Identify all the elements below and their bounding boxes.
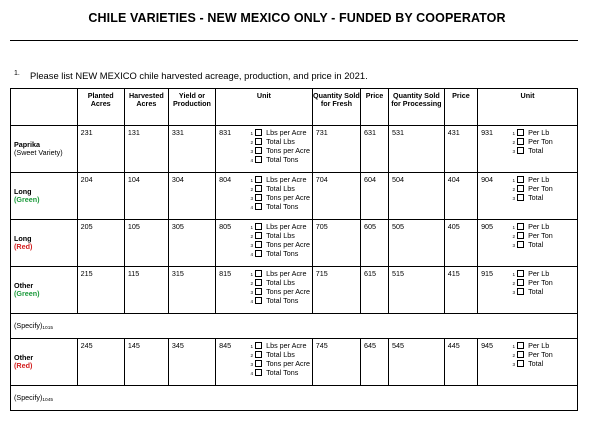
price-unit-option[interactable] — [507, 128, 574, 137]
header-price-processing: Price — [444, 89, 477, 126]
checkbox[interactable] — [517, 129, 524, 136]
price-unit-option[interactable] — [507, 184, 574, 193]
option-label: Total Lbs — [266, 350, 295, 359]
checkbox[interactable] — [255, 241, 262, 248]
option-number: 2 — [250, 280, 254, 286]
option-label: Lbs per Acre — [266, 269, 307, 278]
harvested-acres-cell[interactable]: 145 — [124, 339, 168, 386]
checkbox[interactable] — [255, 176, 262, 183]
checkbox[interactable] — [255, 279, 262, 286]
specify-label: (Specify) — [14, 393, 43, 402]
specify-field[interactable] — [11, 386, 578, 411]
yield-production-cell[interactable]: 304 — [168, 173, 215, 220]
option-label: Per Lb — [528, 128, 550, 137]
variety-name: Long — [14, 233, 32, 243]
option-label: Per Ton — [528, 350, 553, 359]
production-unit-option[interactable] — [245, 184, 309, 193]
option-label: Total Tons — [266, 249, 299, 258]
option-number: 1 — [250, 271, 254, 277]
option-number: 2 — [250, 139, 254, 145]
option-number: 1 — [250, 224, 254, 230]
row-label — [11, 220, 78, 267]
quantity-fresh-cell[interactable]: 715 — [312, 267, 360, 314]
checkbox[interactable] — [255, 288, 262, 295]
checkbox[interactable] — [517, 176, 524, 183]
option-label: Total Tons — [266, 296, 299, 305]
unit-item-code: 804 — [219, 175, 232, 184]
option-number: 3 — [512, 361, 516, 367]
header-price-fresh: Price — [361, 89, 389, 126]
option-number: 4 — [250, 298, 254, 304]
variety-sublabel: (Red) — [14, 361, 33, 370]
production-unit-cell — [216, 220, 313, 267]
title-divider — [10, 40, 578, 41]
table-row — [11, 339, 578, 386]
checkbox[interactable] — [517, 138, 524, 145]
quantity-processing-cell[interactable]: 505 — [388, 220, 444, 267]
price-fresh-cell[interactable]: 645 — [361, 339, 389, 386]
unit-item-code: 945 — [481, 341, 494, 350]
unit-item-code: 905 — [481, 222, 494, 231]
production-unit-cell — [216, 267, 313, 314]
option-label: Per Lb — [528, 341, 550, 350]
price-processing-cell[interactable]: 415 — [444, 267, 477, 314]
row-label — [11, 339, 78, 386]
option-label: Total Tons — [266, 368, 299, 377]
specify-item-code: 1015 — [42, 326, 54, 331]
option-label: Total Lbs — [266, 137, 295, 146]
production-unit-option[interactable] — [245, 240, 309, 249]
header-planted-acres: Planted Acres — [77, 89, 124, 126]
price-unit-option[interactable] — [507, 222, 574, 231]
table-row — [11, 220, 578, 267]
question-1 — [14, 70, 368, 81]
checkbox[interactable] — [255, 194, 262, 201]
option-number: 2 — [250, 233, 254, 239]
option-label: Total — [528, 146, 544, 155]
checkbox[interactable] — [517, 194, 524, 201]
option-number: 1 — [250, 343, 254, 349]
price-unit-cell — [478, 339, 578, 386]
price-unit-cell — [478, 267, 578, 314]
checkbox[interactable] — [517, 279, 524, 286]
option-label: Tons per Acre — [266, 146, 311, 155]
unit-item-code: 831 — [219, 128, 232, 137]
unit-item-code: 845 — [219, 341, 232, 350]
specify-row — [11, 386, 578, 411]
production-unit-cell — [216, 173, 313, 220]
production-unit-option[interactable] — [245, 222, 309, 231]
price-unit-option[interactable] — [507, 231, 574, 240]
price-unit-cell — [478, 220, 578, 267]
option-label: Total — [528, 359, 544, 368]
variety-sublabel: (Sweet Variety) — [14, 148, 63, 157]
price-unit-option[interactable] — [507, 146, 574, 155]
yield-production-cell[interactable]: 331 — [168, 126, 215, 173]
variety-sublabel: (Red) — [14, 242, 33, 251]
checkbox[interactable] — [517, 288, 524, 295]
option-label: Lbs per Acre — [266, 222, 307, 231]
option-number: 3 — [512, 289, 516, 295]
price-processing-cell[interactable]: 445 — [444, 339, 477, 386]
production-unit-option[interactable] — [245, 287, 309, 296]
checkbox[interactable] — [255, 223, 262, 230]
production-unit-option[interactable] — [245, 175, 309, 184]
question-number: 1. — [14, 70, 20, 77]
table-row — [11, 267, 578, 314]
option-label: Total — [528, 240, 544, 249]
checkbox[interactable] — [517, 351, 524, 358]
option-number: 1 — [512, 224, 516, 230]
price-unit-option[interactable] — [507, 269, 574, 278]
option-number: 3 — [250, 289, 254, 295]
quantity-fresh-cell[interactable]: 705 — [312, 220, 360, 267]
option-number: 2 — [512, 186, 516, 192]
option-number: 1 — [512, 130, 516, 136]
option-number: 2 — [512, 139, 516, 145]
price-unit-option[interactable] — [507, 137, 574, 146]
option-label: Total Tons — [266, 155, 299, 164]
option-number: 2 — [512, 280, 516, 286]
checkbox[interactable] — [255, 342, 262, 349]
production-unit-option[interactable] — [245, 249, 309, 258]
planted-acres-cell[interactable]: 205 — [77, 220, 124, 267]
option-label: Total Lbs — [266, 278, 295, 287]
yield-production-cell[interactable]: 345 — [168, 339, 215, 386]
checkbox[interactable] — [255, 369, 262, 376]
production-unit-option[interactable] — [245, 359, 309, 368]
header-unit-production: Unit — [216, 89, 313, 126]
production-unit-option[interactable] — [245, 350, 309, 359]
option-label: Total — [528, 287, 544, 296]
option-label: Lbs per Acre — [266, 175, 307, 184]
option-label: Per Lb — [528, 175, 550, 184]
option-label: Total Tons — [266, 202, 299, 211]
price-unit-option[interactable] — [507, 350, 574, 359]
option-number: 1 — [512, 177, 516, 183]
unit-item-code: 805 — [219, 222, 232, 231]
page-title: CHILE VARIETIES - NEW MEXICO ONLY - FUNDED BY COOPERATOR — [88, 11, 506, 25]
header-quantity-processing: Quantity Sold for Processing — [388, 89, 444, 126]
planted-acres-cell[interactable]: 215 — [77, 267, 124, 314]
price-processing-cell[interactable]: 405 — [444, 220, 477, 267]
question-text: Please list NEW MEXICO chile harvested acreage, production, and price in 2021. — [30, 70, 368, 81]
yield-production-cell[interactable]: 315 — [168, 267, 215, 314]
option-label: Per Lb — [528, 222, 550, 231]
checkbox[interactable] — [517, 232, 524, 239]
checkbox[interactable] — [517, 342, 524, 349]
production-unit-option[interactable] — [245, 341, 309, 350]
checkbox[interactable] — [255, 185, 262, 192]
option-label: Lbs per Acre — [266, 341, 307, 350]
quantity-processing-cell[interactable]: 515 — [388, 267, 444, 314]
variety-name: Other — [14, 352, 34, 362]
option-number: 2 — [512, 352, 516, 358]
option-label: Total Lbs — [266, 184, 295, 193]
option-number: 1 — [250, 130, 254, 136]
planted-acres-cell[interactable]: 245 — [77, 339, 124, 386]
price-unit-option[interactable] — [507, 175, 574, 184]
option-number: 1 — [512, 343, 516, 349]
production-unit-option[interactable] — [245, 231, 309, 240]
price-unit-option[interactable] — [507, 359, 574, 368]
row-label — [11, 126, 78, 173]
header-harvested-acres: Harvested Acres — [124, 89, 168, 126]
checkbox[interactable] — [517, 270, 524, 277]
specify-item-code: 1045 — [42, 398, 54, 403]
option-number: 3 — [512, 242, 516, 248]
specify-label: (Specify) — [14, 321, 43, 330]
variety-name: Other — [14, 280, 34, 290]
planted-acres-cell[interactable]: 231 — [77, 126, 124, 173]
production-unit-option[interactable] — [245, 368, 309, 377]
price-unit-option[interactable] — [507, 341, 574, 350]
production-unit-option[interactable] — [245, 155, 309, 164]
checkbox[interactable] — [255, 138, 262, 145]
option-label: Tons per Acre — [266, 193, 311, 202]
row-label — [11, 267, 78, 314]
checkbox[interactable] — [255, 147, 262, 154]
quantity-fresh-cell[interactable]: 745 — [312, 339, 360, 386]
unit-item-code: 815 — [219, 269, 232, 278]
checkbox[interactable] — [255, 129, 262, 136]
production-unit-option[interactable] — [245, 296, 309, 305]
harvested-acres-cell[interactable]: 104 — [124, 173, 168, 220]
variety-name: Paprika — [14, 139, 40, 149]
option-number: 3 — [512, 148, 516, 154]
price-fresh-cell[interactable]: 604 — [361, 173, 389, 220]
production-unit-cell — [216, 339, 313, 386]
price-unit-option[interactable] — [507, 193, 574, 202]
production-unit-option[interactable] — [245, 202, 309, 211]
checkbox[interactable] — [255, 360, 262, 367]
header-row — [11, 89, 578, 126]
harvested-acres-cell[interactable]: 105 — [124, 220, 168, 267]
option-number: 3 — [512, 195, 516, 201]
price-fresh-cell[interactable]: 631 — [361, 126, 389, 173]
quantity-fresh-cell[interactable]: 704 — [312, 173, 360, 220]
variety-sublabel: (Green) — [14, 195, 40, 204]
quantity-fresh-cell[interactable]: 731 — [312, 126, 360, 173]
variety-name: Long — [14, 186, 32, 196]
option-number: 3 — [250, 148, 254, 154]
table-row — [11, 126, 578, 173]
production-unit-option[interactable] — [245, 137, 309, 146]
price-unit-cell — [478, 173, 578, 220]
option-label: Per Ton — [528, 137, 553, 146]
unit-item-code: 931 — [481, 128, 494, 137]
option-label: Total Lbs — [266, 231, 295, 240]
quantity-processing-cell[interactable]: 504 — [388, 173, 444, 220]
checkbox[interactable] — [517, 241, 524, 248]
price-processing-cell[interactable]: 404 — [444, 173, 477, 220]
checkbox[interactable] — [517, 147, 524, 154]
quantity-processing-cell[interactable]: 545 — [388, 339, 444, 386]
checkbox[interactable] — [255, 232, 262, 239]
option-number: 3 — [250, 242, 254, 248]
chile-varieties-table — [10, 88, 578, 411]
production-unit-cell — [216, 126, 313, 173]
header-blank — [11, 89, 78, 126]
checkbox[interactable] — [255, 156, 262, 163]
price-unit-option[interactable] — [507, 278, 574, 287]
option-label: Tons per Acre — [266, 359, 311, 368]
harvested-acres-cell[interactable]: 115 — [124, 267, 168, 314]
quantity-processing-cell[interactable]: 531 — [388, 126, 444, 173]
option-number: 4 — [250, 157, 254, 163]
option-number: 3 — [250, 195, 254, 201]
option-label: Tons per Acre — [266, 287, 311, 296]
harvested-acres-cell[interactable]: 131 — [124, 126, 168, 173]
price-processing-cell[interactable]: 431 — [444, 126, 477, 173]
checkbox[interactable] — [255, 270, 262, 277]
option-number: 2 — [512, 233, 516, 239]
table-row — [11, 173, 578, 220]
option-label: Lbs per Acre — [266, 128, 307, 137]
production-unit-option[interactable] — [245, 269, 309, 278]
option-number: 4 — [250, 251, 254, 257]
price-fresh-cell[interactable]: 605 — [361, 220, 389, 267]
planted-acres-cell[interactable]: 204 — [77, 173, 124, 220]
option-number: 4 — [250, 370, 254, 376]
checkbox[interactable] — [255, 203, 262, 210]
option-label: Per Ton — [528, 184, 553, 193]
header-yield-production: Yield or Production — [168, 89, 215, 126]
checkbox[interactable] — [517, 360, 524, 367]
checkbox[interactable] — [255, 297, 262, 304]
price-fresh-cell[interactable]: 615 — [361, 267, 389, 314]
unit-item-code: 904 — [481, 175, 494, 184]
option-label: Per Lb — [528, 269, 550, 278]
row-label — [11, 173, 78, 220]
production-unit-option[interactable] — [245, 278, 309, 287]
option-label: Total — [528, 193, 544, 202]
specify-row — [11, 314, 578, 339]
option-number: 1 — [250, 177, 254, 183]
checkbox[interactable] — [255, 351, 262, 358]
price-unit-option[interactable] — [507, 287, 574, 296]
option-label: Tons per Acre — [266, 240, 311, 249]
variety-sublabel: (Green) — [14, 289, 40, 298]
yield-production-cell[interactable]: 305 — [168, 220, 215, 267]
production-unit-option[interactable] — [245, 193, 309, 202]
production-unit-option[interactable] — [245, 128, 309, 137]
checkbox[interactable] — [255, 250, 262, 257]
option-number: 3 — [250, 361, 254, 367]
option-label: Per Ton — [528, 231, 553, 240]
production-unit-option[interactable] — [245, 146, 309, 155]
price-unit-cell — [478, 126, 578, 173]
option-number: 2 — [250, 352, 254, 358]
option-number: 4 — [250, 204, 254, 210]
option-number: 1 — [512, 271, 516, 277]
header-quantity-fresh: Quantity Sold for Fresh — [312, 89, 360, 126]
specify-field[interactable] — [11, 314, 578, 339]
price-unit-option[interactable] — [507, 240, 574, 249]
checkbox[interactable] — [517, 185, 524, 192]
checkbox[interactable] — [517, 223, 524, 230]
option-label: Per Ton — [528, 278, 553, 287]
header-unit-price: Unit — [478, 89, 578, 126]
option-number: 2 — [250, 186, 254, 192]
unit-item-code: 915 — [481, 269, 494, 278]
